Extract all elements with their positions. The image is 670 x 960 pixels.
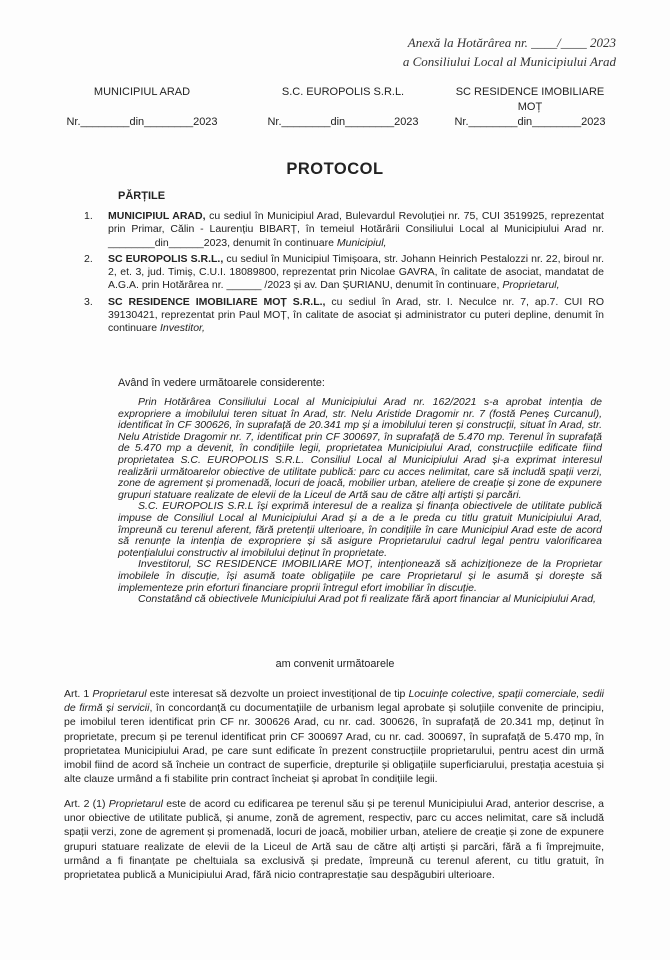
article-1-subject: Proprietarul: [92, 688, 147, 700]
article-1-prefix: Art. 1: [64, 688, 93, 700]
party-description: cu sediul în Municipiul Timișoara, str. Johann Heinrich Pestalozzi nr. 22, biroul nr. 2, et. 3, jud. Timiș, C.U.I. 18089800, reprezentat prin Nicolae GAVRA, în calitate de asociat, mandatat de A.G.A. prin Hotărârea nr. ______ /2023 și av. Dan ȘURIANU, denumit în continuare,: [108, 252, 605, 292]
parties-heading: PĂRȚILE: [118, 190, 166, 202]
list-item-text: [108, 210, 604, 250]
article-1: [64, 687, 604, 786]
party-role: Municipiul,: [336, 236, 387, 249]
list-item-number: 3.: [84, 295, 93, 308]
party-header-residence: [440, 85, 620, 130]
party-header-nr: Nr.________din________2023: [66, 116, 218, 128]
party-header-name: SC RESIDENCE IMOBILIARE: [455, 86, 605, 98]
agreed-line: am convenit următoarele: [275, 658, 395, 670]
party-header-nr: Nr.________din________2023: [267, 116, 419, 128]
list-item-number: 1.: [84, 210, 93, 222]
consideration-paragraph: Prin Hotărârea Consiliului Local al Municipiului Arad nr. 162/2021 s-a aprobat intenția de expropriere a imobilului teren situat în Arad, str. Nelu Aristide Dragomir nr. 7 (fostă Peneș Curcanul), identificat în CF 300626, în suprafață de 20.341 mp și a imobilului teren și construcții, situat în Arad, str. Nelu Atristide Dragomir nr. 7, identificat prin CF 300697, în suprafață de 5.470 mp. Terenul în suprafață de 5.470 mp a devenit, în condițiile legii, proprietatea Municipiului Arad, construcțiile edificate fiind proprietatea S.C. EUROPOLIS S.R.L. Consiliul Local al Municipiului Arad și-a exprimat interesul realizării următoarelor obiective de utilitate publică: parc cu acces nelimitat, care să includă spații verzi, zone de agrement și promenadă, locuri de joacă, mobilier urban, ateliere de creație și zone de expunere grupuri statuare realizate de elevii de la Liceul de Artă sau de către alți artiști și parcări.: [118, 396, 602, 501]
party-header-municipiu: [62, 85, 222, 130]
list-item-text: [108, 296, 604, 336]
party-name: SC EUROPOLIS S.R.L.,: [108, 252, 224, 265]
party-role: Proprietarul,: [502, 279, 560, 292]
list-item: [84, 296, 604, 336]
party-name: SC RESIDENCE IMOBILIARE MOȚ S.R.L.,: [108, 295, 326, 308]
annex-note: [403, 33, 616, 71]
party-header-name: MUNICIPIUL ARAD: [93, 86, 191, 98]
party-header-nr: Nr.________din________2023: [454, 116, 606, 128]
list-item: [84, 253, 604, 293]
article-1-types: Locuințe colective, spații comerciale, sedii de firmă și servicii: [64, 688, 604, 715]
consideration-paragraph: Investitorul, SC RESIDENCE IMOBILIARE MOȚ, intenționează să achiziționeze de la Proprietar imobilele în discuție, își asumă toate obligațiile pe care Proprietarul și le asumă și dorește să implementeze prin eforturi financiare proprii întregul efort imobiliar în discuție.: [118, 558, 602, 594]
article-1-text-b: , în concordanță cu documentațiile de urbanism legal aprobate și soluțiile convenite de principiu, pe imobilul teren identificat prin CF nr. 300626 Arad, cu nr. cad. 300626, în suprafață de 20.341 mp, deținut în proprietate, precum și pe terenul identificat prin CF 300697 Arad, cu nr. cad. 300697, în suprafață de 5.470 mp, în proprietatea Municipiului Arad, pe care sunt edificate în prezent construcțiile proprietarului, pentru acest din urmă imobil fiind de acord să încheie un contract de superficie, drepturile și obligațiile superficiarului, prestația acestuia și alte clauze urmând a fi stabilite prin contract încheiat și aprobat în condițiile legii.: [64, 702, 605, 786]
party-role: Investitor,: [159, 322, 205, 335]
parties-list: [84, 210, 604, 339]
party-header-europolis: [258, 85, 428, 130]
party-description: cu sediul în Arad, str. I. Neculce nr. 7, ap.7. CUI RO 39130421, reprezentat prin Paul MOȚ, în calitate de asociat și administrator cu puteri depline, denumit în continuare: [108, 295, 604, 335]
article-2-prefix: Art. 2 (1): [64, 798, 109, 810]
list-item-text: [108, 253, 604, 293]
list-item: [84, 210, 604, 250]
article-1-text-a: este interesat să dezvolte un proiect investițional de tip: [146, 688, 409, 700]
party-name: MUNICIPIUL ARAD,: [108, 210, 206, 222]
party-description: cu sediul în Municipiul Arad, Bulevardul Revoluției nr. 75, CUI 3519925, reprezentat prin Primar, Călin - Laurențiu BIBARȚ, în temeiul Hotărârii Consiliului Local al Municipiului Arad nr. ________din______2023, denumit în continuare: [108, 210, 604, 249]
list-item-number: 2.: [84, 252, 93, 265]
document-title: PROTOCOL: [286, 160, 384, 178]
considerations-lead: Având în vedere următoarele considerente:: [118, 377, 325, 389]
article-2-subject: Proprietarul: [108, 798, 163, 810]
party-header-name: S.C. EUROPOLIS S.R.L.: [281, 86, 405, 98]
consideration-paragraph: Constatând că obiectivele Municipiului Arad pot fi realizate fără aport financiar al Municipiului Arad,: [138, 593, 596, 606]
party-header-name-2: MOȚ: [517, 101, 543, 113]
annex-line-2: a Consiliului Local al Municipiului Arad: [402, 54, 616, 69]
article-2-text: este de acord cu edificarea pe terenul său și pe terenul Municipiului Arad, anterior descrise, a unor obiective de utilitate publică, și anume, zonă de agrement, respectiv, parc cu acces nelimitat, care să includă spații verzi, zone de agrement și promenadă, locuri de joacă, mobilier urban, ateliere de creație și zone de expunere grupuri statuare realizate de elevii de la Liceul de Artă sau de către alți artiști și parcări, fără a fi împrejmuite, urmând a fi finanțate pe cheltuiala sa exclusivă și predate, împreună cu terenul aferent, cu titlu gratuit, în proprietatea publică a Municipiului Arad, fără nicio contraprestație sau despăgubiri ulterioare.: [64, 798, 604, 882]
article-2: [64, 797, 604, 882]
considerations: [118, 397, 602, 606]
consideration-paragraph: S.C. EUROPOLIS S.R.L își exprimă interesul de a realiza și finanța obiectivele de utilitate publică impuse de Consiliul Local al Municipiului Arad și a de a le preda cu titlu gratuit Municipiului Arad, împreună cu terenul aferent, fără pretenții ulterioare, în condițiile în care Municipiul Arad este de acord să renunțe la intenția de expropriere și să asigure Proprietarului cadrul legal pentru valorificarea potențialului constructiv al imobilului deținut în proprietate.: [118, 500, 602, 559]
annex-line-1: Anexă la Hotărârea nr. ____/____ 2023: [407, 35, 616, 50]
